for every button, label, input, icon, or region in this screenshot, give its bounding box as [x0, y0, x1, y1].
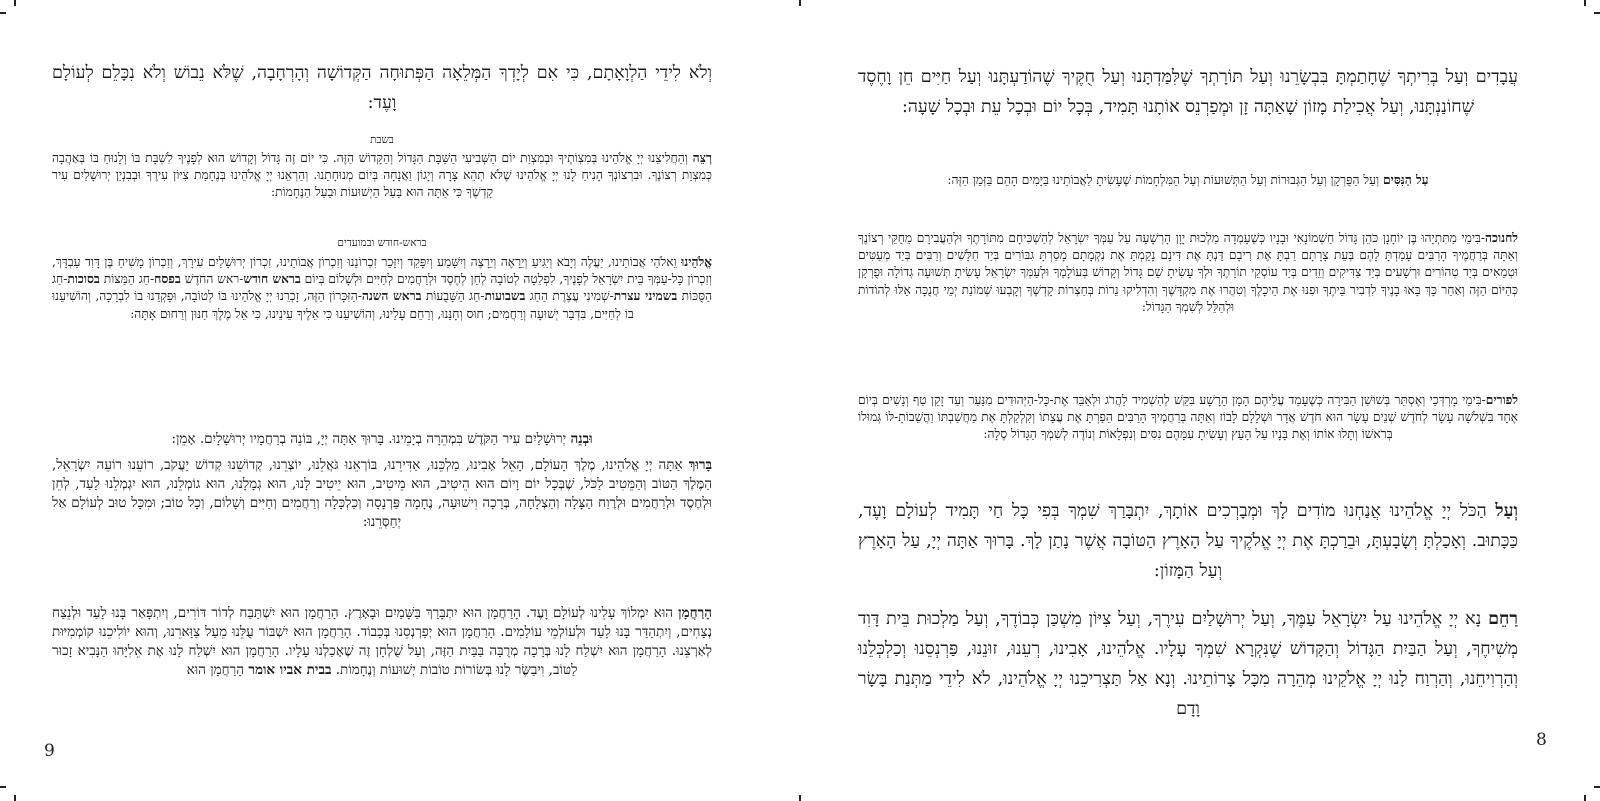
crop-mark — [0, 12, 6, 14]
uvneh-lead: וּבְנֵה — [570, 431, 593, 447]
purim-lead: לפורים — [1485, 393, 1518, 407]
rosh-chodesh-header: בראש-חודש ובמועדים — [337, 237, 427, 249]
shabbat-header: בשבת — [370, 134, 394, 146]
baruch-paragraph: בָּרוּךְ אַתָּה יְיָ אֱלֹהֵינוּ, מֶלֶךְ הָעוֹלָם, הָאֵל אָבִינוּ, מַלְכֵּנוּ, אַדִּירֵנוּ, בּוֹרְאֵנוּ גֹּאֲלֵנוּ, יוֹצְרֵנוּ, קְדוֹשֵׁנוּ קְדוֹשׁ יַעֲקֹב, רוֹעֵנוּ רוֹעֵה יִשְׂרָאֵל, הַמֶּלֶךְ הַטּוֹב וְהַמֵּטִיב לַכֹּל, שֶׁבְּכָל יוֹם וָיוֹם הוּא הֵיטִיב, הוּא מֵיטִיב, הוּא יֵיטִיב לָנוּ, הוּא גְמָלָנוּ, הוּא גוֹמְלֵנוּ, הוּא יִגְמְלֵנוּ לָעַד, לְחֵן וּלְחֶסֶד וּלְרַחֲמִים וּלְרֶוַח הַצָּלָה וְהַצְלָחָה, בְּרָכָה וִישׁוּעָה, נֶחָמָה פַּרְנָסָה וְכַלְכָּלָה וְרַחֲמִים וְחַיִּים וְשָׁלוֹם, וְכָל טוֹב; וּמִכָּל טוּב לְעוֹלָם אַל יְחַסְּרֵנוּ: — [52, 457, 713, 530]
shabbat-paragraph: רְצֵה וְהַחֲלִיצֵנוּ יְיָ אֱלֹהֵינוּ בְּמִצְוֹתֶיךָ וּבְמִצְוַת יוֹם הַשְּׁבִיעִי הַשַּׁבָּת הַגָּדוֹל וְהַקָּדוֹשׁ הַזֶּה. כִּי יוֹם זֶה גָּדוֹל וְקָדוֹשׁ הוּא לְפָנֶיךָ לִשְׁבָּת בּוֹ וְלָנוּחַ בּוֹ בְּאַהֲבָה כְּמִצְוַת רְצוֹנֶךָ. וּבִרְצוֹנְךָ הָנִיחַ לָנוּ יְיָ אֱלֹהֵינוּ שֶׁלֹּא תְהֵא צָרָה וְיָגוֹן וַאֲנָחָה בְּיוֹם מְנוּחָתֵנוּ. וְהַרְאֵנוּ יְיָ אֱלֹהֵינוּ בְּנֶחָמַת צִיּוֹן עִירֶךָ וּבְבִנְיַן יְרוּשָׁלַיִם עִיר קָדְשֶׁךָ כִּי אַתָּה הוּא בַּעַל הַיְשׁוּעוֹת וּבַעַל הַנֶּחָמוֹת: — [52, 151, 713, 200]
veal-hakol-paragraph: וְעַל הַכֹּל יְיָ אֱלֹהֵינוּ אֲנַחְנוּ מוֹדִים לָךְ וּמְבָרְכִים אוֹתָךְ, יִתְבָּרַךְ שִׁמְךָ בְּפִי כָּל חַי תָּמִיד לְעוֹלָם וָעֶד, כַּכָּתוּב. וְאָכַלְתָּ וְשָׂבָעְתָּ, וּבֵרַכְתָּ אֶת יְיָ אֱלֹקֶיךָ עַל הָאָרֶץ הַטּוֹבָה אֲשֶׁר נָתַן לָךְ. בָּרוּךְ אַתָּה יְיָ, עַל הָאָרֶץ וְעַל הַמָּזוֹן: — [858, 501, 1518, 581]
harachaman-lead: הָרַחֲמָן — [678, 605, 712, 621]
chanukah-paragraph: לחנוכה-בִּימֵי מַתִּתְיָהוּ בֶּן יוֹחָנָן כֹּהֵן גָּדוֹל חַשְׁמוֹנָאִי וּבָנָיו כְּשֶׁעָמְדָה מַלְכוּת יָוָן הָרְשָׁעָה עַל עַמְּךָ יִשְׂרָאֵל לְהַשְׁכִּיחָם מִתּוֹרָתֶךָ וּלְהַעֲבִירָם מֵחֻקֵּי רְצוֹנֶךָ וְאַתָּה בְּרַחֲמֶיךָ הָרַבִּים עָמַדְתָּ לָהֶם בְּעֵת צָרָתָם רַבְתָּ אֶת רִיבָם דַּנְתָּ אֶת דִּינָם נָקַמְתָּ אֶת נִקְמָתָם מָסַרְתָּ גִבּוֹרִים בְּיַד חַלָּשִׁים וְרַבִּים בְּיַד מְעַטִּים וּטְמֵאִים בְּיַד טְהוֹרִים וּרְשָׁעִים בְּיַד צַדִּיקִים וְזֵדִים בְּיַד עוֹסְקֵי תוֹרָתֶךָ וּלְךָ עָשִׂיתָ שֵׁם גָּדוֹל וְקָדוֹשׁ בְּעוֹלָמֶךָ וּלְעַמְּךָ יִשְׂרָאֵל עָשִׂיתָ תְּשׁוּעָה גְדוֹלָה וּפֻרְקָן כְּהַיּוֹם הַזֶּה וְאַחַר כָּךְ בָּאוּ בָנֶיךָ לִדְבִיר בֵּיתֶךָ וּפִנּוּ אֶת הֵיכָלֶךָ וְטִהֲרוּ אֶת מִקְדָּשֶׁךָ וְהִדְלִיקוּ נֵרוֹת בְּחַצְרוֹת קָדְשֶׁךָ וְקָבְעוּ שְׁמוֹנַת יְמֵי חֲנֻכָּה אֵלּוּ לְהוֹדוֹת וּלְהַלֵּל לְשִׁמְךָ הַגָּדוֹל: — [858, 231, 1518, 314]
yaaleh-veyavo-paragraph: אֱלֹהֵינוּ וֵאלֹהֵי אֲבוֹתֵינוּ, יַעֲלֶה וְיָבֹא וְיַגִּיעַ וְיֵרָאֶה וְיֵרָצֶה וְיִשָּׁמַע וְיִפָּקֵד וְיִזָּכֵר זִכְרוֹנֵנוּ וְזִכְרוֹן אֲבוֹתֵינוּ, זִכְרוֹן יְרוּשָׁלַיִם עִירָךְ, וְזִכְרוֹן מָשִׁיחַ בֶּן דָּוִד עַבְדָּךְ, וְזִכְרוֹן כָּל-עַמְּךָ בֵּית יִשְׂרָאֵל לְפָנֶיךָ, לִפְלֵטָה לְטוֹבָה לְחֵן לְחֶסֶד וּלְרַחֲמִים לְחַיִּים וּלְשָׁלוֹם בְּיוֹם בראש חודש-ראש החֹדֶשׁ בפסח-חַג הַמַּצּוֹת בסוכות-חַג הַסֻּכּוֹת בשמיני עצרת-שְׁמִינִי עֲצֶרֶת הַחַג בשבועות-חַג הַשָּׁבֻעוֹת בראש השנה-הַזִּכָּרוֹן הַזֶּה, זָכְרֵנוּ יְיָ אֱלֹהֵינוּ בּוֹ לְטוֹבָה, וּפָקְדֵנוּ בוֹ לִבְרָכָה, וְהוֹשִׁיעֵנוּ בוֹ לְחַיִּים, בִּדְבַר יְשׁוּעָה וְרַחֲמִים; חוּס וְחָנֵּנוּ, וְרַחֵם עָלֵינוּ, וְהוֹשִׁיעֵנוּ כִּי אֵלֶיךָ עֵינֵינוּ, כִּי אֵל מֶלֶךְ חַנּוּן וְרַחוּם אָתָּה: — [52, 255, 713, 321]
baruch-lead: בָּרוּךְ — [688, 457, 713, 473]
crop-mark — [799, 0, 801, 6]
crop-mark — [799, 795, 801, 801]
shabbat-lead: רְצֵה — [692, 151, 713, 165]
page-right — [858, 0, 1518, 801]
continuation-paragraph: וְלֹא לִידֵי הַלְוָאָתָם, כִּי אִם לְיָדְךָ הַמְּלֵאָה הַפְּתוּחָה הַקְּדוֹשָׁה וְהָרְחָבָה, שֶׁלֹּא נֵבוֹשׁ וְלֹא נִכָּלֵם לְעוֹלָם וָעֶד: — [52, 63, 712, 113]
al-hanisim-lead: עַל הַנִּסִּים — [1383, 173, 1429, 187]
rachem-paragraph: רַחֵם נָא יְיָ אֱלֹהֵינוּ עַל יִשְׂרָאֵל עַמֶּךָ, וְעַל יְרוּשָׁלַיִם עִירֶךָ, וְעַל צִיּוֹן מִשְׁכַּן כְּבוֹדֶךָ, וְעַל מַלְכוּת בֵּית דָּוִד מְשִׁיחֶךָ, וְעַל הַבַּיִת הַגָּדוֹל וְהַקָּדוֹשׁ שֶׁנִּקְרָא שִׁמְךָ עָלָיו. אֱלֹהֵינוּ, אָבִינוּ, רְעֵנוּ, זוּנֵנוּ, פַּרְנְסֵנוּ וְכַלְכְּלֵנוּ וְהַרְוִיחֵנוּ, וְהַרְוַח לָנוּ יְיָ אֱלֹקֵינוּ מְהֵרָה מִכָּל צָרוֹתֵינוּ. וְנָא אַל תַּצְרִיכֵנוּ יְיָ אֱלֹהֵינוּ, לֹא לִידֵי מַתְּנַת בָּשָׂר וָדָם — [858, 609, 1518, 719]
crop-mark — [1584, 0, 1586, 6]
uvneh-paragraph: וּבְנֵה יְרוּשָׁלַיִם עִיר הַקֹּדֶשׁ בִּמְהֵרָה בְיָמֵינוּ. בָּרוּךְ אַתָּה יְיָ, בּוֹנֵה בְרַחֲמָיו יְרוּשָׁלָיִם. אָמֵן: — [171, 431, 593, 447]
crop-mark — [1594, 786, 1600, 788]
chanukah-lead: לחנוכה — [1485, 231, 1518, 245]
harachaman-paragraph: הָרַחֲמָן הוּא יִמְלוֹךְ עָלֵינוּ לְעוֹלָם וָעֶד. הָרַחֲמָן הוּא יִתְבָּרַךְ בַּשָּׁמַיִם וּבָאָרֶץ. הָרַחֲמָן הוּא יִשְׁתַּבַּח לְדוֹר דּוֹרִים, וְיִתְפָּאַר בָּנוּ לָעַד וּלְנֵצַח נְצָחִים, וְיִתְהַדַּר בָּנוּ לָעַד וּלְעוֹלְמֵי עוֹלָמִים. הָרַחֲמָן הוּא יְפַרְנְסֵנוּ בְּכָבוֹד. הָרַחֲמָן הוּא יִשְׁבּוֹר עֻלֵּנוּ מֵעַל צַוָּארֵנוּ, וְהוּא יוֹלִיכֵנוּ קוֹמְמִיּוּת לְאַרְצֵנוּ. הָרַחֲמָן הוּא יִשְׁלַח לָנוּ בְּרָכָה מְרֻבָּה בַּבַּיִת הַזֶּה, וְעַל שֻׁלְחָן זֶה שֶׁאָכַלְנוּ עָלָיו. הָרַחֲמָן הוּא יִשְׁלַח לָנוּ אֶת אֵלִיָּהוּ הַנָּבִיא זָכוּר לַטּוֹב, וִיבַשֶּׂר לָנוּ בְּשׂוֹרוֹת טוֹבוֹת יְשׁוּעוֹת וְנֶחָמוֹת. בבית אביו אומר הָרַחֲמָן הוּא — [52, 605, 712, 678]
page-number-left: 9 — [44, 741, 55, 761]
veal-hakol-lead: וְעַל — [1495, 501, 1518, 521]
crop-mark — [0, 786, 6, 788]
crop-mark — [1584, 795, 1586, 801]
purim-paragraph: לפורים-בִּימֵי מָרְדְּכַי וְאֶסְתֵּר בְּשׁוּשַׁן הַבִּירָה כְּשֶׁעָמַד עֲלֵיהֶם הָמָן הָרָשָׁע בִּקֵּשׁ לְהַשְׁמִיד לַהֲרֹג וּלְאַבֵּד אֶת-כָּל-הַיְּהוּדִים מִנַּעַר וְעַד זָקֵן טַף וְנָשִׁים בְּיוֹם אֶחָד בִּשְׁלשָׁה עָשָׂר לְחֹדֶשׁ שְׁנֵים עָשָׂר הוּא חֹדֶשׁ אֲדָר וּשְׁלָלָם לָבוֹז וְאַתָּה בְּרַחֲמֶיךָ הָרַבִּים הֵפַרְתָּ אֶת עֲצָתוֹ וְקִלְקַלְתָּ אֶת מַחֲשַׁבְתּוֹ וַהֲשֵׁבוֹתָ-לּוֹ גְּמוּלוֹ בְּרֹאשׁוֹ וְתָלוּ אוֹתוֹ וְאֶת בָּנָיו עַל הָעֵץ וְעָשִׂיתָ עִמָּהֶם נִסִּים וְנִפְלָאוֹת וְנוֹדֶה לְשִׁמְךָ הַגָּדוֹל סֶלָה: — [858, 393, 1518, 442]
rachem-lead: רַחֵם — [1488, 609, 1518, 629]
crop-mark — [14, 0, 16, 6]
crop-mark — [14, 795, 16, 801]
page-number-right: 8 — [1536, 730, 1547, 750]
crop-mark — [1594, 12, 1600, 14]
yaaleh-lead: אֱלֹהֵינוּ — [681, 255, 712, 269]
al-hanisim-paragraph: עַל הַנִּסִּים וְעַל הַפֻּרְקָן וְעַל הַגְּבוּרוֹת וְעַל הַתְּשׁוּעוֹת וְעַל הַמִּלְחָמוֹת שֶׁעָשִׂיתָ לַאֲבוֹתֵינוּ בַּיָּמִים הָהֵם בַּזְּמַן הַזֶּה: — [947, 173, 1429, 187]
continuation-paragraph-right: עֲבָדִים וְעַל בְּרִיתְךָ שֶׁחָתַמְתָּ בִּבְשָׂרֵנוּ וְעַל תּוֹרָתְךָ שֶׁלִּמַּדְתָּנוּ וְעַל חֻקֶּיךָ שֶׁהוֹדַעְתָּנוּ וְעַל חַיִּים חֵן וָחֶסֶד שֶׁחוֹנַנְתָּנוּ, וְעַל אֲכִילַת מָזוֹן שָׁאַתָּה זָן וּמְפַרְנֵס אוֹתָנוּ תָּמִיד, בְּכָל יוֹם וּבְכָל עֵת וּבְכָל שָׁעָה: — [858, 67, 1518, 117]
page-left — [52, 0, 712, 801]
